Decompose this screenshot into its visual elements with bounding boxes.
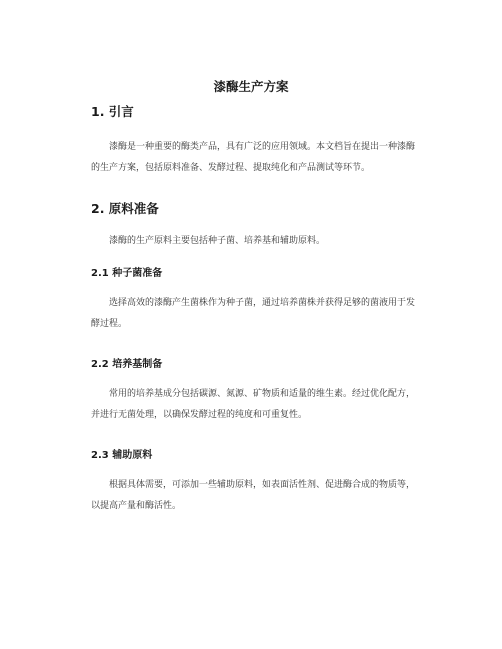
subsection-heading-medium: 2.2 培养基制备 <box>91 359 163 370</box>
section-heading-introduction: 1. 引言 <box>91 104 134 119</box>
subsection-paragraph-auxiliary: 根据具体需要，可添加一些辅助原料，如表面活性剂、促进酶合成的物质等，以提高产量和酶活性。 <box>91 480 416 511</box>
section-paragraph-introduction: 漆酶是一种重要的酶类产品，具有广泛的应用领域。本文档旨在提出一种漆酶的生产方案，包括原料准备、发酵过程、提取纯化和产品测试等环节。 <box>91 142 416 173</box>
section-heading-materials: 2. 原料准备 <box>91 201 159 216</box>
subsection-paragraph-seed-culture: 选择高效的漆酶产生菌株作为种子菌，通过培养菌株并获得足够的菌液用于发酵过程。 <box>91 298 416 329</box>
document-title: 漆酶生产方案 <box>213 79 289 94</box>
section-paragraph-materials: 漆酶的生产原料主要包括种子菌、培养基和辅助原料。 <box>109 236 326 246</box>
subsection-heading-seed-culture: 2.1 种子菌准备 <box>91 268 163 279</box>
subsection-paragraph-medium: 常用的培养基成分包括碳源、氮源、矿物质和适量的维生素。经过优化配方，并进行无菌处理，以确保发酵过程的纯度和可重复性。 <box>91 389 416 420</box>
subsection-heading-auxiliary: 2.3 辅助原料 <box>91 450 153 461</box>
